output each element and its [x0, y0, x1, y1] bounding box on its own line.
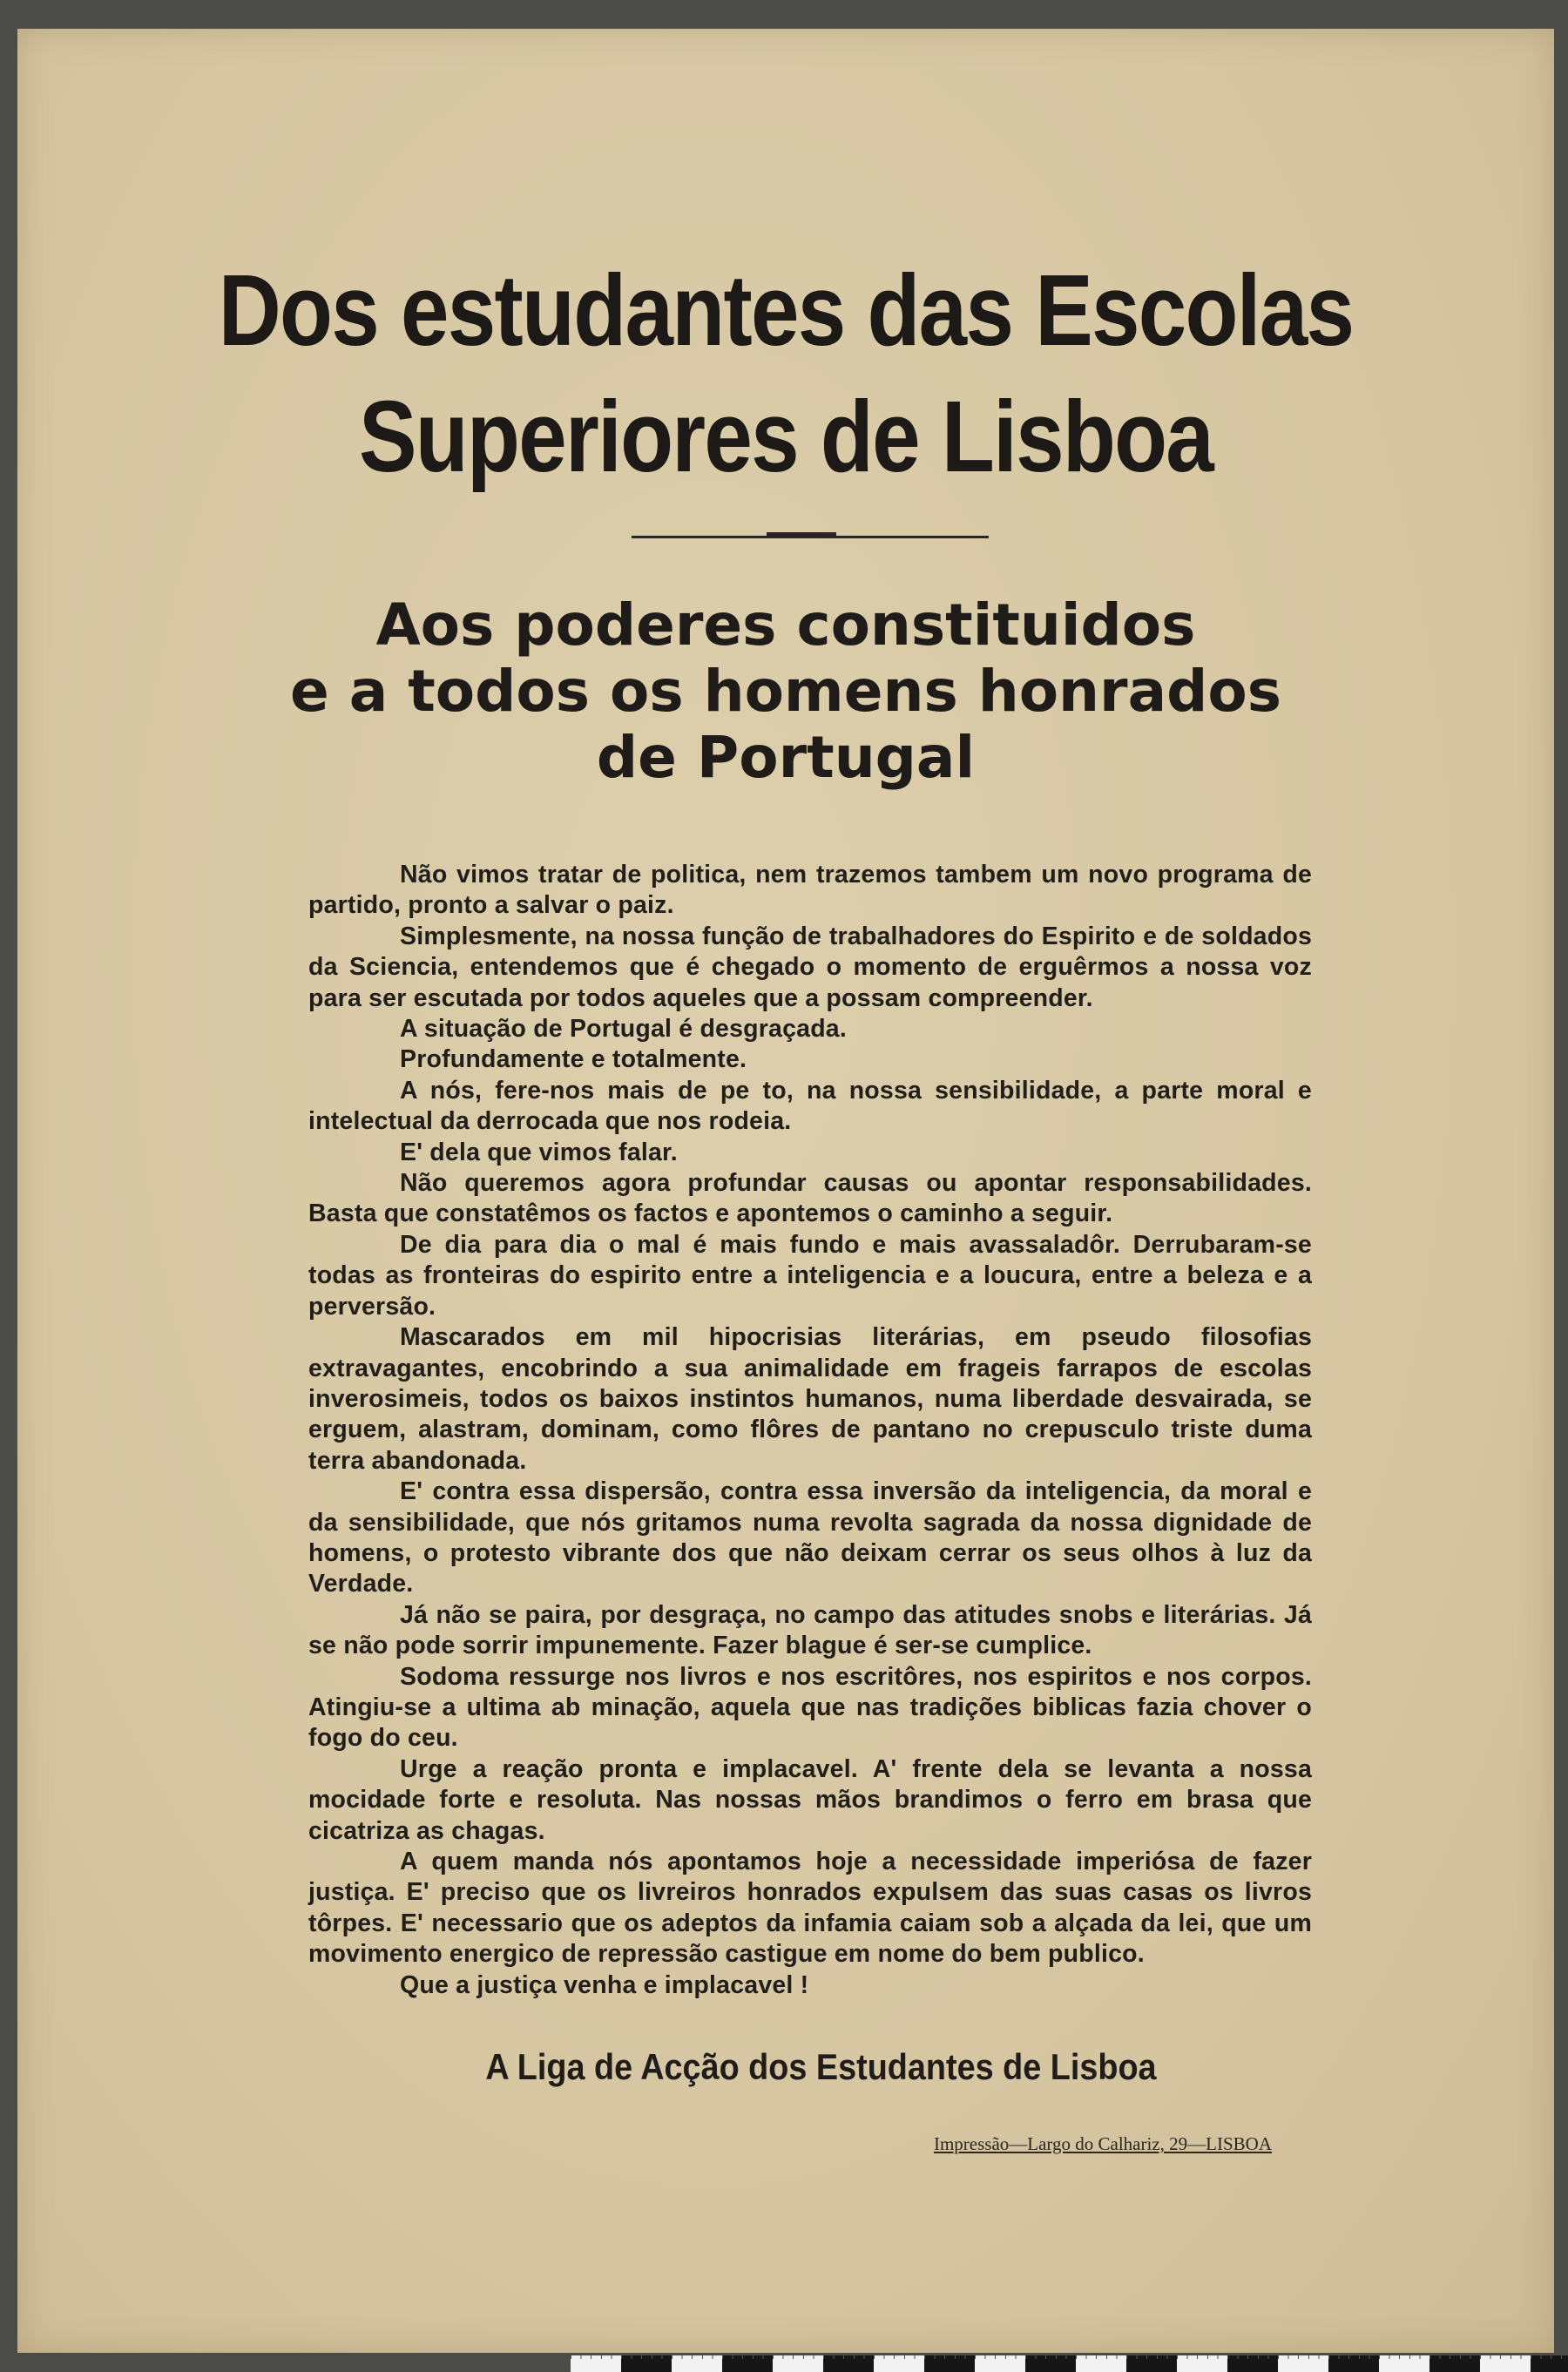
manifesto-paragraph: De dia para dia o mal é mais fundo e mais avassaladôr. Derrubaram-se todas as fronteiras do espirito entre a inteligencia e a loucura, entre a beleza e a perversão. — [308, 1230, 1312, 1321]
subtitle-line-2: e a todos os homens honrados — [290, 658, 1281, 725]
printer-imprint: Impressão—Largo do Calhariz, 29—LISBOA — [933, 2133, 1272, 2154]
manifesto-body — [308, 860, 1312, 2001]
subtitle-line-3: de Portugal — [596, 724, 976, 791]
manifesto-paragraph: Não queremos agora profundar causas ou apontar responsabilidades. Basta que constatêmos os factos e apontemos o caminho a seguir. — [308, 1169, 1312, 1228]
manifesto-paragraph: Simplesmente, na nossa função de trabalhadores do Espirito e de soldados da Sciencia, entendemos que é chegado o momento de erguêrmos a nossa voz para ser escutada por todos aqueles que a possam compreender. — [308, 922, 1312, 1012]
manifesto-paragraph: E' contra essa dispersão, contra essa inversão da inteligencia, da moral e da sensibilidade, que nós gritamos numa revolta sagrada da nossa dignidade de homens, o protesto vibrante dos que não deixam cerrar os seus olhos à luz da Verdade. — [308, 1477, 1312, 1598]
manifesto-paragraph: Que a justiça venha e implacavel ! — [400, 1970, 809, 1999]
poster-title-line-2: Superiores de Lisboa — [358, 380, 1213, 493]
subtitle-line-1: Aos poderes constituidos — [375, 591, 1196, 659]
poster-sheet — [17, 29, 1554, 2353]
scale-ruler — [571, 2355, 1568, 2372]
signature: A Liga de Acção dos Estudantes de Lisboa — [485, 2046, 1157, 2087]
manifesto-paragraph: A quem manda nós apontamos hoje a necessidade imperiósa de fazer justiça. E' preciso que os livreiros honrados expulsem das suas casas os livros tôrpes. E' necessario que os adeptos da infamia caiam sob a alçada da lei, que um movimento energico de repressão castigue em nome do bem publico. — [308, 1848, 1312, 1969]
manifesto-paragraph: E' dela que vimos falar. — [400, 1138, 678, 1166]
manifesto-paragraph: Não vimos tratar de politica, nem trazemos tambem um novo programa de partido, pronto a salvar o paiz. — [308, 861, 1312, 920]
manifesto-paragraph: Urge a reação pronta e implacavel. A' frente dela se levanta a nossa mocidade forte e resoluta. Nas nossas mãos brandimos o ferro em brasa que cicatriza as chagas. — [308, 1754, 1312, 1845]
manifesto-paragraph: Sodoma ressurge nos livros e nos escritôres, nos espiritos e nos corpos. Atingiu-se a ultima ab minação, aquela que nas tradições biblicas fazia chover o fogo do ceu. — [308, 1662, 1312, 1753]
title-divider-ornament — [767, 532, 836, 537]
manifesto-paragraph: A situação de Portugal é desgraçada. — [400, 1015, 847, 1044]
manifesto-paragraph: Profundamente e totalmente. — [400, 1045, 747, 1074]
manifesto-paragraph: Já não se paira, por desgraça, no campo das atitudes snobs e literárias. Já se não pode sorrir impunemente. Fazer blague é ser-se cumplice. — [308, 1600, 1312, 1660]
manifesto-paragraph: A nós, fere-nos mais de pe to, na nossa sensibilidade, a parte moral e intelectual da derrocada que nos rodeia. — [308, 1076, 1312, 1136]
poster-title-line-1: Dos estudantes das Escolas — [218, 253, 1354, 367]
manifesto-paragraph: Mascarados em mil hipocrisias literárias, em pseudo filosofias extravagantes, encobrindo a sua animalidade em frageis farrapos de escolas inverosimeis, todos os baixos instintos humanos, numa liberdade desvairada, se erguem, alastram, dominam, como flôres de pantano no crepusculo triste duma terra abandonada. — [308, 1323, 1312, 1475]
